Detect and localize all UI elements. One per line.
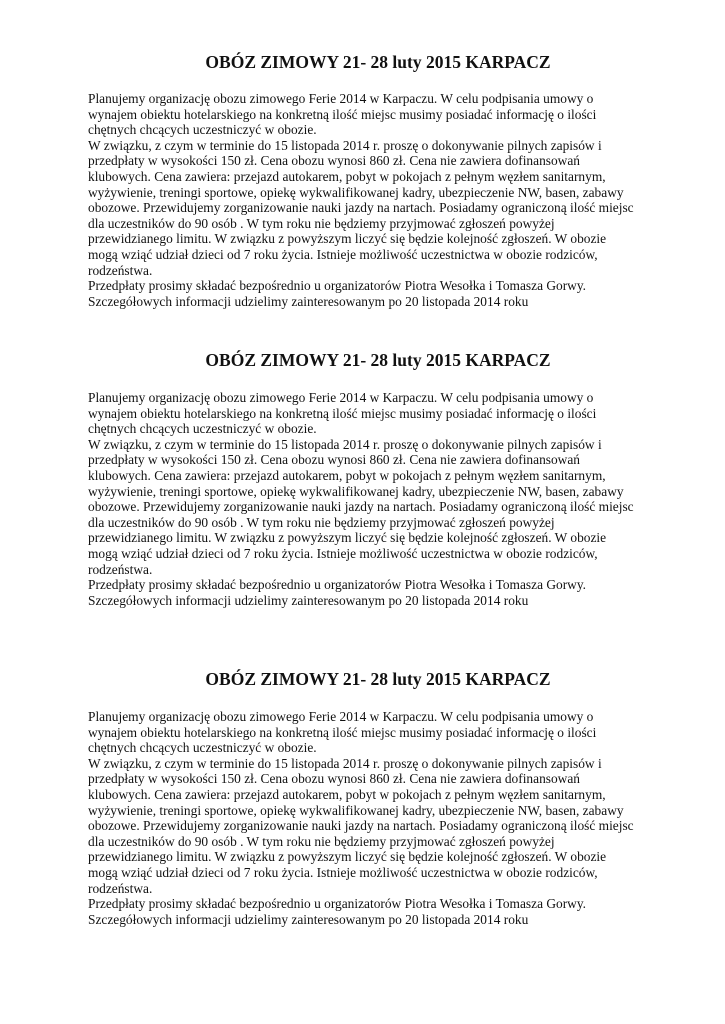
body-line: klubowych. Cena zawiera: przejazd autokarem, pobyt w pokojach z pełnym węzłem sanitarnym, [88, 168, 606, 184]
body-line: W związku, z czym w terminie do 15 listopada 2014 r. proszę o dokonywanie pilnych zapisów i [88, 755, 602, 771]
body-line: wynajem obiektu hotelarskiego na konkretną ilość miejsc musimy posiadać informację o ilości [88, 106, 597, 122]
notice-body [88, 91, 648, 309]
body-line: Przedpłaty prosimy składać bezpośrednio u organizatorów Piotra Wesołka i Tomasza Gorwy. [88, 577, 587, 593]
body-line: Planujemy organizację obozu zimowego Ferie 2014 w Karpaczu. W celu podpisania umowy o [88, 390, 594, 405]
notice-body [88, 709, 648, 927]
body-line: przewidzianego limitu. W związku z powyższym liczyć się będzie kolejność zgłoszeń. W obozie [88, 530, 607, 546]
body-line: przewidzianego limitu. W związku z powyższym liczyć się będzie kolejność zgłoszeń. W obozie [88, 231, 607, 247]
body-line: wyżywienie, treningi sportowe, opiekę wykwalifikowanej kadry, ubezpieczenie NW, basen, zabawy [88, 802, 624, 818]
body-line: chętnych chcących uczestniczyć w obozie. [88, 122, 317, 138]
body-line: chętnych chcących uczestniczyć w obozie. [88, 740, 317, 756]
body-line: rodzeństwa. [88, 880, 153, 896]
body-line: mogą wziąć udział dzieci od 7 roku życia. Istnieje możliwość uczestnictwa w obozie rodziców, [88, 545, 598, 561]
body-line: Szczegółowych informacji udzielimy zainteresowanym po 20 listopada 2014 roku [88, 293, 529, 309]
body-line: wyżywienie, treningi sportowe, opiekę wykwalifikowanej kadry, ubezpieczenie NW, basen, zabawy [88, 184, 624, 200]
body-line: dla uczestników do 90 osób . W tym roku nie będziemy przyjmować zgłoszeń powyżej [88, 833, 555, 849]
body-line: Przedpłaty prosimy składać bezpośrednio u organizatorów Piotra Wesołka i Tomasza Gorwy. [88, 896, 587, 912]
body-line: mogą wziąć udział dzieci od 7 roku życia. Istnieje możliwość uczestnictwa w obozie rodziców, [88, 246, 598, 262]
body-line: przedpłaty w wysokości 150 zł. Cena obozu wynosi 860 zł. Cena nie zawiera dofinansowań [88, 452, 580, 468]
body-line: rodzeństwa. [88, 561, 153, 577]
camp-notice-3 [88, 669, 648, 927]
body-line: Planujemy organizację obozu zimowego Ferie 2014 w Karpaczu. W celu podpisania umowy o [88, 709, 594, 724]
body-line: W związku, z czym w terminie do 15 listopada 2014 r. proszę o dokonywanie pilnych zapisów i [88, 436, 602, 452]
body-line: Szczegółowych informacji udzielimy zainteresowanym po 20 listopada 2014 roku [88, 911, 529, 927]
body-line: klubowych. Cena zawiera: przejazd autokarem, pobyt w pokojach z pełnym węzłem sanitarnym, [88, 786, 606, 802]
camp-notice-1 [88, 52, 648, 309]
body-line: wynajem obiektu hotelarskiego na konkretną ilość miejsc musimy posiadać informację o ilości [88, 724, 597, 740]
body-line: mogą wziąć udział dzieci od 7 roku życia. Istnieje możliwość uczestnictwa w obozie rodziców, [88, 864, 598, 880]
body-line: Przedpłaty prosimy składać bezpośrednio u organizatorów Piotra Wesołka i Tomasza Gorwy. [88, 278, 587, 294]
body-line: obozowe. Przewidujemy zorganizowanie nauki jazdy na nartach. Posiadamy ograniczoną ilość miejsc [88, 200, 634, 216]
body-line: wynajem obiektu hotelarskiego na konkretną ilość miejsc musimy posiadać informację o ilości [88, 405, 597, 421]
body-line: Szczegółowych informacji udzielimy zainteresowanym po 20 listopada 2014 roku [88, 592, 529, 608]
body-line: obozowe. Przewidujemy zorganizowanie nauki jazdy na nartach. Posiadamy ograniczoną ilość miejsc [88, 499, 634, 515]
body-line: chętnych chcących uczestniczyć w obozie. [88, 421, 317, 437]
notice-title: OBÓZ ZIMOWY 21- 28 luty 2015 KARPACZ [205, 669, 551, 689]
body-line: dla uczestników do 90 osób . W tym roku nie będziemy przyjmować zgłoszeń powyżej [88, 514, 555, 530]
body-line: dla uczestników do 90 osób . W tym roku nie będziemy przyjmować zgłoszeń powyżej [88, 215, 555, 231]
camp-notice-2 [88, 350, 648, 608]
body-line: przedpłaty w wysokości 150 zł. Cena obozu wynosi 860 zł. Cena nie zawiera dofinansowań [88, 771, 580, 787]
body-line: wyżywienie, treningi sportowe, opiekę wykwalifikowanej kadry, ubezpieczenie NW, basen, zabawy [88, 483, 624, 499]
notice-title: OBÓZ ZIMOWY 21- 28 luty 2015 KARPACZ [205, 350, 551, 370]
body-line: rodzeństwa. [88, 262, 153, 278]
notice-body [88, 390, 648, 608]
body-line: przewidzianego limitu. W związku z powyższym liczyć się będzie kolejność zgłoszeń. W obozie [88, 849, 607, 865]
body-line: klubowych. Cena zawiera: przejazd autokarem, pobyt w pokojach z pełnym węzłem sanitarnym, [88, 467, 606, 483]
body-line: obozowe. Przewidujemy zorganizowanie nauki jazdy na nartach. Posiadamy ograniczoną ilość miejsc [88, 818, 634, 834]
body-line: W związku, z czym w terminie do 15 listopada 2014 r. proszę o dokonywanie pilnych zapisów i [88, 137, 602, 153]
body-line: Planujemy organizację obozu zimowego Ferie 2014 w Karpaczu. W celu podpisania umowy o [88, 91, 594, 106]
notice-title: OBÓZ ZIMOWY 21- 28 luty 2015 KARPACZ [205, 52, 551, 72]
body-line: przedpłaty w wysokości 150 zł. Cena obozu wynosi 860 zł. Cena nie zawiera dofinansowań [88, 153, 580, 169]
